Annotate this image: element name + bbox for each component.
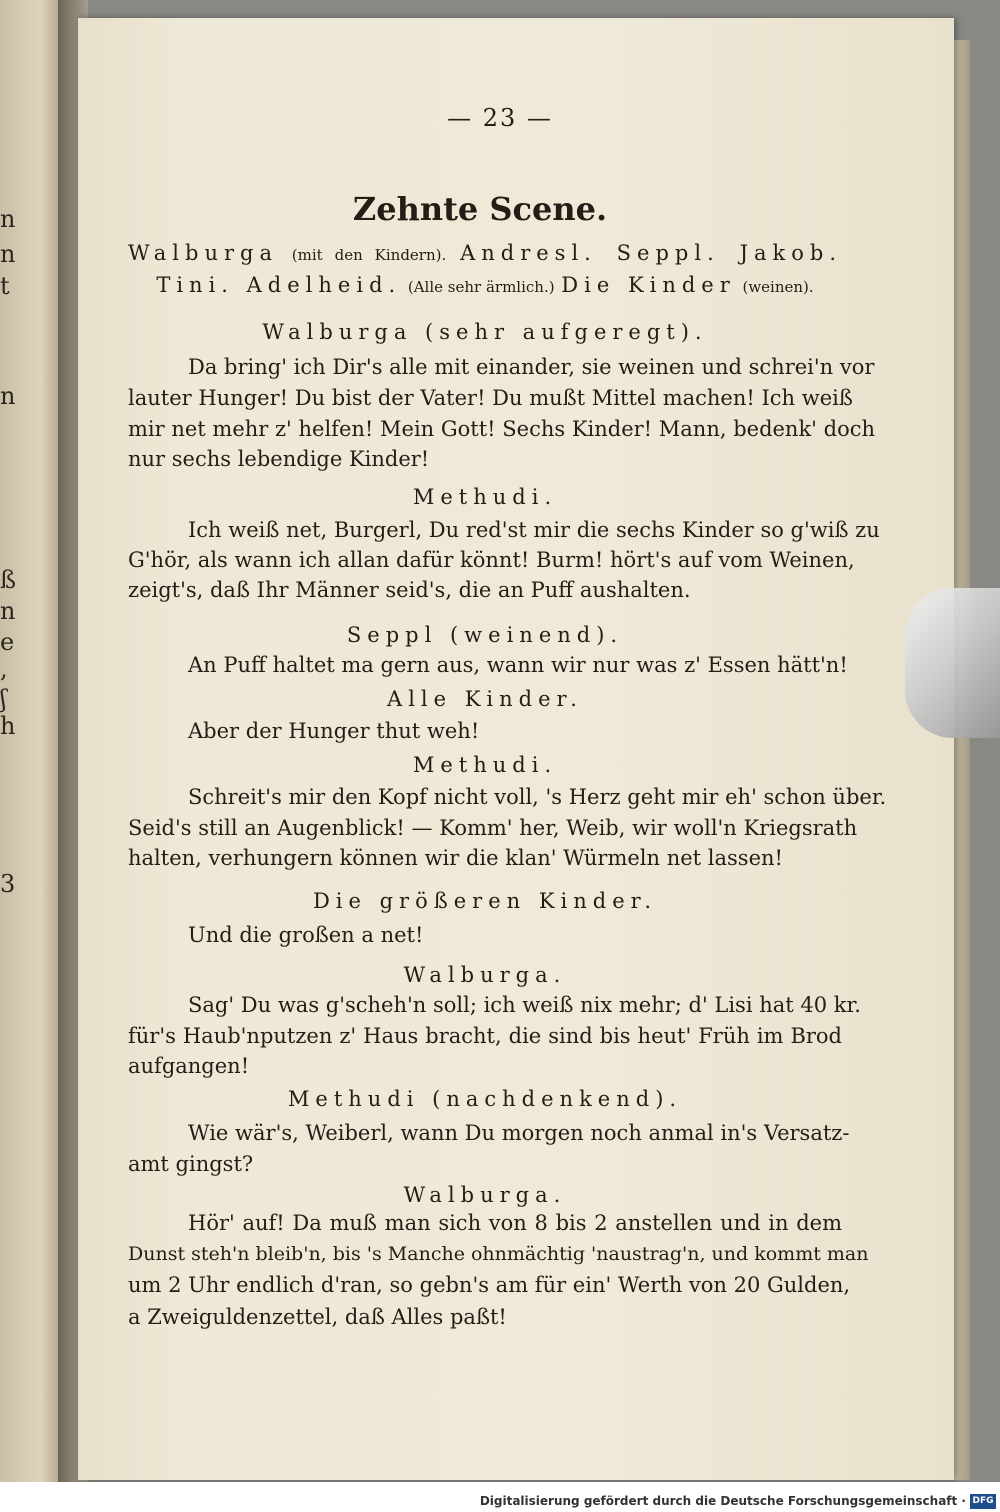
cast-names: Tini. Adelheid. bbox=[156, 273, 402, 297]
left-page-fragment: n bbox=[0, 240, 16, 268]
dialogue-line: Dunst steh'n bleib'n, bis 's Manche ohnmächtig 'naustrag'n, und kommt man bbox=[128, 1243, 869, 1265]
cast-names: Walburga bbox=[128, 241, 278, 265]
page-clip bbox=[905, 588, 1000, 738]
dialogue-line: G'hör, als wann ich allan dafür könnt! Burm! hört's auf vom Weinen, bbox=[128, 548, 855, 572]
dialogue-line: für's Haub'nputzen z' Haus bracht, die sind bis heut' Früh im Brod bbox=[128, 1024, 842, 1048]
digitization-credit: Digitalisierung gefördert durch die Deutsche Forschungsgemeinschaft · bbox=[479, 1494, 966, 1508]
dialogue-line: um 2 Uhr endlich d'ran, so gebn's am für ein' Werth von 20 Gulden, bbox=[128, 1273, 851, 1297]
speaker-heading: Walburga (sehr aufgeregt). bbox=[262, 320, 708, 344]
dialogue-line: amt gingst? bbox=[128, 1152, 254, 1176]
left-page-fragment: n bbox=[0, 382, 16, 410]
dialogue-line: An Puff haltet ma gern aus, wann wir nur was z' Essen hätt'n! bbox=[188, 653, 848, 677]
speaker-heading: Alle Kinder. bbox=[387, 687, 583, 711]
dialogue-line: Da bring' ich Dir's alle mit einander, sie weinen und schrei'n vor bbox=[188, 355, 875, 379]
left-page-fragment: , bbox=[0, 655, 8, 683]
cast-line bbox=[128, 238, 842, 270]
cast-names: Andresl. Seppl. Jakob. bbox=[460, 241, 842, 265]
cast-names: Die Kinder bbox=[561, 273, 736, 297]
dialogue-line: Wie wär's, Weiberl, wann Du morgen noch anmal in's Versatz- bbox=[188, 1121, 850, 1145]
speaker-heading: Walburga. bbox=[403, 1183, 567, 1207]
speaker-heading: Seppl (weinend). bbox=[346, 623, 624, 647]
dialogue-line: lauter Hunger! Du bist der Vater! Du mußt Mittel machen! Ich weiß bbox=[128, 386, 853, 410]
dialogue-line: Aber der Hunger thut weh! bbox=[188, 719, 480, 743]
stage-direction: (weinen). bbox=[742, 278, 814, 296]
cast-line bbox=[128, 270, 842, 302]
speaker-heading: Die größeren Kinder. bbox=[312, 889, 658, 913]
dialogue-line: aufgangen! bbox=[128, 1054, 250, 1078]
stage-direction: (Alle sehr ärmlich.) bbox=[407, 278, 555, 296]
footer-strip bbox=[0, 1482, 1000, 1512]
left-page-fragment: 3 bbox=[0, 870, 16, 898]
speaker-heading: Methudi (nachdenkend). bbox=[287, 1087, 683, 1111]
left-page-fragment: h bbox=[0, 712, 16, 740]
dialogue-line: Und die großen a net! bbox=[188, 923, 424, 947]
dialogue-line: Hör' auf! Da muß man sich von 8 bis 2 anstellen und in dem bbox=[188, 1211, 842, 1235]
page-number: — 23 — bbox=[447, 104, 553, 132]
dialogue-line: Sag' Du was g'scheh'n soll; ich weiß nix mehr; d' Lisi hat 40 kr. bbox=[188, 993, 861, 1017]
left-page-fragment: t bbox=[0, 272, 10, 300]
speaker-heading: Walburga. bbox=[403, 963, 567, 987]
left-page-fragment: ʃ bbox=[0, 685, 7, 713]
left-page-fragment: ß bbox=[0, 566, 17, 594]
stage-direction: (mit den Kindern). bbox=[291, 246, 447, 264]
left-page-fragment: n bbox=[0, 597, 16, 625]
dialogue-line: Ich weiß net, Burgerl, Du red'st mir die sechs Kinder so g'wiß zu bbox=[188, 518, 880, 542]
scene-title: Zehnte Scene. bbox=[352, 190, 608, 228]
left-page-fragment: n bbox=[0, 205, 16, 233]
speaker-heading: Methudi. bbox=[412, 753, 558, 777]
speaker-heading: Methudi. bbox=[412, 485, 558, 509]
dialogue-line: a Zweiguldenzettel, daß Alles paßt! bbox=[128, 1305, 507, 1329]
dialogue-line: zeigt's, daß Ihr Männer seid's, die an Puff aushalten. bbox=[128, 578, 691, 602]
dialogue-line: nur sechs lebendige Kinder! bbox=[128, 447, 430, 471]
dialogue-line: mir net mehr z' helfen! Mein Gott! Sechs Kinder! Mann, bedenk' doch bbox=[128, 417, 876, 441]
dialogue-line: halten, verhungern können wir die klan' Würmeln net lassen! bbox=[128, 846, 783, 870]
left-page-fragment: e bbox=[0, 628, 15, 656]
dfg-logo: DFG bbox=[970, 1494, 996, 1509]
dialogue-line: Seid's still an Augenblick! — Komm' her, Weib, wir woll'n Kriegsrath bbox=[128, 816, 858, 840]
dialogue-line: Schreit's mir den Kopf nicht voll, 's Herz geht mir eh' schon über. bbox=[188, 785, 887, 809]
